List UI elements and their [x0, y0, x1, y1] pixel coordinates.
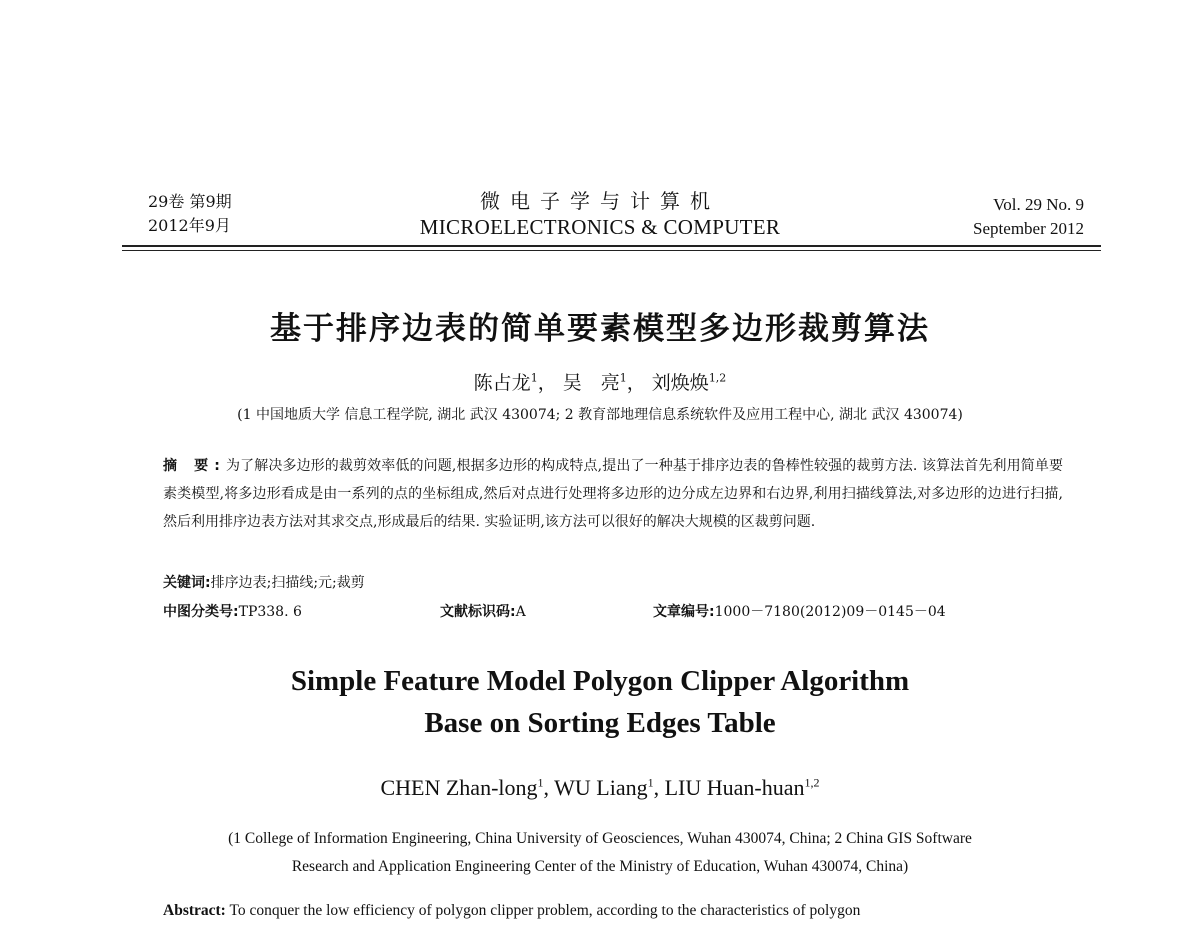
keywords-text-zh: 排序边表;扫描线;元;裁剪: [210, 575, 365, 591]
authors-en: CHEN Zhan-long$^1$, WU Liang$^1$, LIU Huan-huan$^{1,2}$: [380, 775, 820, 800]
affiliation-line-2: Research and Application Engineering Center of the Ministry of Education, Wuhan 430074, China): [291, 858, 909, 875]
volume-issue-zh: 29卷 第9期: [148, 192, 232, 211]
abstract-text-zh: 为了解决多边形的裁剪效率低的问题,根据多边形的构成特点,提出了一种基于排序边表的鲁棒性较强的裁剪方法. 该算法首先利用简单要素类模型,将多边形看成是由一系列的点的坐标组成,然后对点进行处理将多边形的边分成左边界和右边界,利用扫描线算法,对多边形的边进行扫描,然后利用排序边表方法对其求交点,形成最后的结果. 实验证明,该方法可以很好的解决大规模的区裁剪问题.: [163, 458, 1063, 530]
article-no-label: 文章编号:: [653, 604, 715, 620]
abstract-label-zh: 摘 要:: [163, 458, 226, 474]
journal-name-zh: 微电子学与计算机: [480, 189, 720, 213]
clc-value: TP338. 6: [238, 604, 302, 620]
date-zh: 2012年9月: [148, 216, 231, 235]
doc-code-label: 文献标识码:: [440, 604, 516, 620]
author-name: 陈占龙: [473, 372, 531, 394]
article-number: [653, 601, 946, 621]
abstract-text-en: To conquer the low efficiency of polygon clipper problem, according to the characteristics of polygon: [229, 902, 861, 919]
author-name: 吴 亮: [562, 372, 620, 394]
doc-code-value: A: [515, 604, 526, 620]
clc-code: [163, 601, 302, 621]
header-rule-thick: [122, 245, 1101, 247]
author-name: 刘焕焕: [651, 372, 709, 394]
journal-volume-info-en: [973, 193, 1084, 241]
document-code: [440, 601, 526, 621]
affiliation-en: [0, 825, 1200, 881]
authors-zh: 陈占龙$^1$， 吴 亮$^1$， 刘焕焕$^{1,2}$: [473, 371, 727, 394]
abstract-en: [163, 902, 1063, 920]
author-name: LIU Huan-huan: [664, 775, 805, 800]
author-name: WU Liang: [554, 775, 648, 800]
journal-name-en: MICROELECTRONICS & COMPUTER: [419, 215, 781, 239]
paper-title-en: [0, 660, 1200, 744]
author-name: CHEN Zhan-long: [380, 775, 538, 800]
author-affil-mark: 1: [530, 371, 538, 385]
affiliation-zh: (1 中国地质大学 信息工程学院, 湖北 武汉 430074; 2 教育部地理信息系统软件及应用工程中心, 湖北 武汉 430074): [237, 407, 963, 423]
date-en: September 2012: [973, 219, 1084, 238]
author-affil-mark: 1,2: [708, 371, 727, 385]
abstract-zh: [163, 452, 1063, 536]
author-affil-mark: 1: [619, 371, 627, 385]
article-no-value: 1000－7180(2012)09－0145－04: [714, 604, 946, 620]
volume-issue-en: Vol. 29 No. 9: [993, 195, 1084, 214]
author-affil-mark: 1: [647, 775, 654, 790]
paper-title-zh: 基于排序边表的简单要素模型多边形裁剪算法: [270, 311, 930, 347]
author-affil-mark: 1: [537, 775, 544, 790]
keywords-label-zh: 关键词:: [163, 575, 211, 591]
header-rule-thin: [122, 250, 1101, 251]
keywords-zh: [163, 572, 365, 592]
abstract-label-en: Abstract:: [163, 902, 226, 919]
affiliation-line-1: (1 College of Information Engineering, China University of Geosciences, Wuhan 430074, China; 2 China GIS Software: [228, 830, 972, 847]
title-line-1: Simple Feature Model Polygon Clipper Algorithm: [290, 665, 910, 697]
clc-label: 中图分类号:: [163, 604, 239, 620]
author-affil-mark: 1,2: [804, 775, 820, 790]
title-line-2: Base on Sorting Edges Table: [424, 707, 776, 739]
